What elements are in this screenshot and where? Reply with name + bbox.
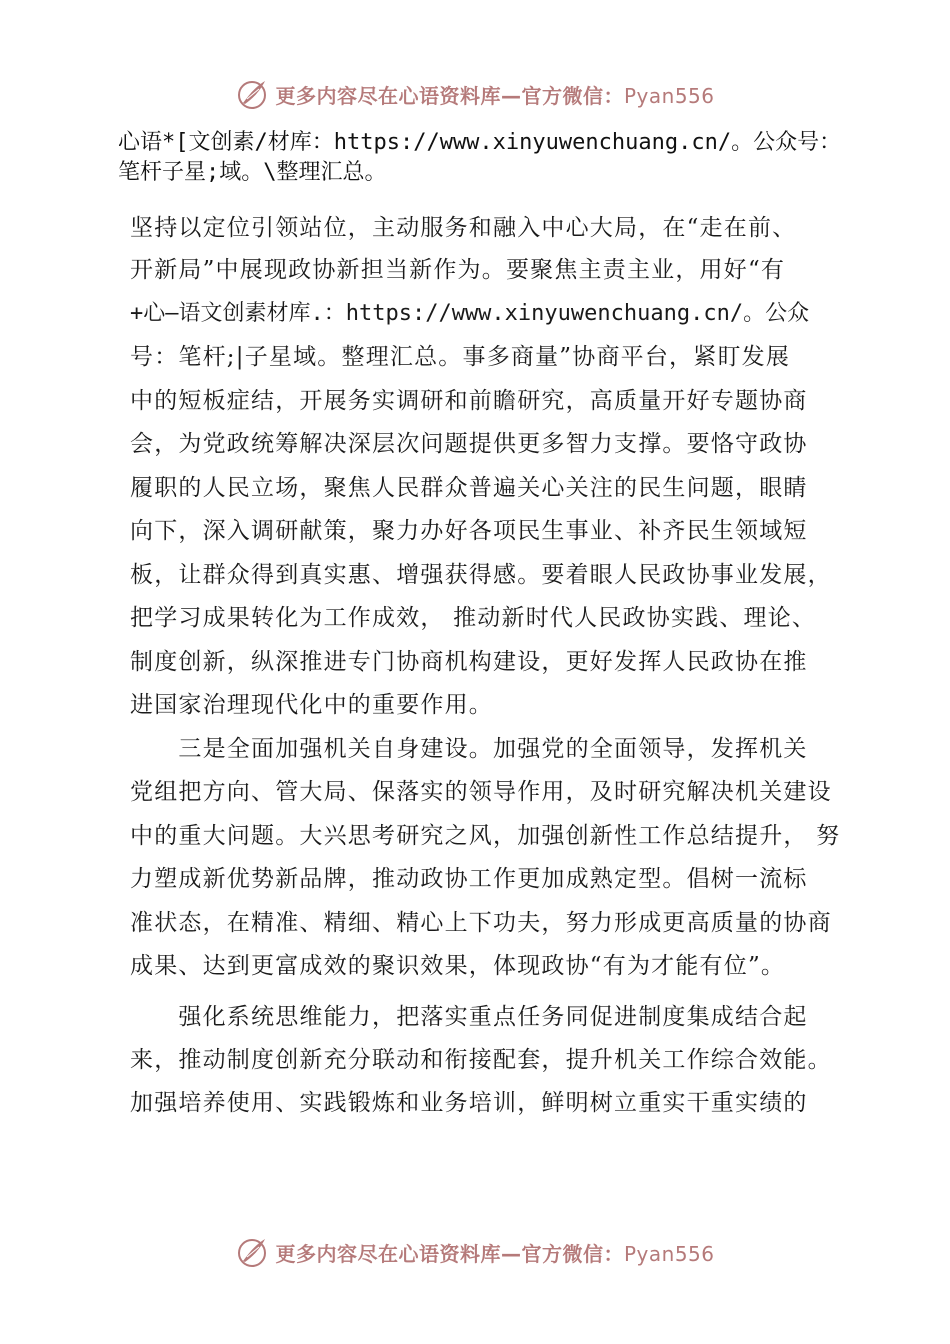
body-line: 履职的人民立场，聚焦人民群众普遍关心关注的民生问题，眼睛 bbox=[130, 475, 808, 501]
top-watermark-banner bbox=[0, 74, 950, 114]
banner-main-text: 更多内容尽在心语资料库—官方微信： bbox=[275, 83, 624, 108]
body-line: 中的短板症结，开展务实调研和前瞻研究，高质量开好专题协商 bbox=[130, 388, 808, 414]
body-line: 来，推动制度创新充分联动和衔接配套，提升机关工作综合效能。 bbox=[130, 1047, 832, 1073]
body-line: 板，让群众得到真实惠、增强获得感。要着眼人民政协事业发展， bbox=[130, 562, 832, 588]
body-line: 向下，深入调研献策，聚力办好各项民生事业、补齐民生领域短 bbox=[130, 518, 808, 544]
body-line: 力塑成新优势新品牌，推动政协工作更加成熟定型。倡树一流标 bbox=[130, 866, 808, 892]
banner-text bbox=[275, 1238, 714, 1267]
header-line-2: 笔杆子星;域。\整理汇总。 bbox=[118, 160, 387, 185]
body-line: 会，为党政统筹解决深层次问题提供更多智力支撑。要恪守政协 bbox=[130, 431, 808, 457]
body-line: 制度创新，纵深推进专门协商机构建设，更好发挥人民政协在推 bbox=[130, 649, 808, 675]
banner-wechat-id: Pyan556 bbox=[623, 83, 715, 108]
feather-quill-icon bbox=[235, 1235, 269, 1269]
header-line-1: 心语*[文创素/材库：https://www.xinyuwenchuang.cn/。公众号： bbox=[118, 130, 842, 155]
body-line: 中的重大问题。大兴思考研究之风，加强创新性工作总结提升， 努 bbox=[130, 823, 841, 849]
bottom-watermark-banner bbox=[0, 1232, 950, 1272]
body-line: 进国家治理现代化中的重要作用。 bbox=[130, 692, 493, 718]
body-line: 号：笔杆;|子星域。整理汇总。事多商量”协商平台，紧盯发展 bbox=[130, 344, 791, 370]
body-line: 加强培养使用、实践锻炼和业务培训，鲜明树立重实干重实绩的 bbox=[130, 1090, 808, 1116]
feather-quill-icon bbox=[235, 77, 269, 111]
body-line: 党组把方向、管大局、保落实的领导作用，及时研究解决机关建设 bbox=[130, 779, 832, 805]
body-line: +心—语文创素材库.：https://www.xinyuwenchuang.cn/。公众 bbox=[130, 301, 810, 326]
body-line: 三是全面加强机关自身建设。加强党的全面领导，发挥机关 bbox=[130, 736, 808, 762]
banner-wechat-id: Pyan556 bbox=[623, 1241, 715, 1266]
body-line: 坚持以定位引领站位，主动服务和融入中心大局，在“走在前、 bbox=[130, 215, 797, 241]
body-line: 准状态，在精准、精细、精心上下功夫，努力形成更高质量的协商 bbox=[130, 910, 832, 936]
body-line: 强化系统思维能力，把落实重点任务同促进制度集成结合起 bbox=[130, 1004, 808, 1030]
body-line: 成果、达到更富成效的聚识效果，体现政协“有为才能有位”。 bbox=[130, 953, 786, 979]
body-line: 把学习成果转化为工作成效， 推动新时代人民政协实践、理论、 bbox=[130, 605, 817, 631]
banner-main-text: 更多内容尽在心语资料库—官方微信： bbox=[275, 1241, 624, 1266]
body-line: 开新局”中展现政协新担当新作为。要聚焦主责主业，用好“有 bbox=[130, 257, 786, 283]
banner-text bbox=[275, 80, 714, 109]
